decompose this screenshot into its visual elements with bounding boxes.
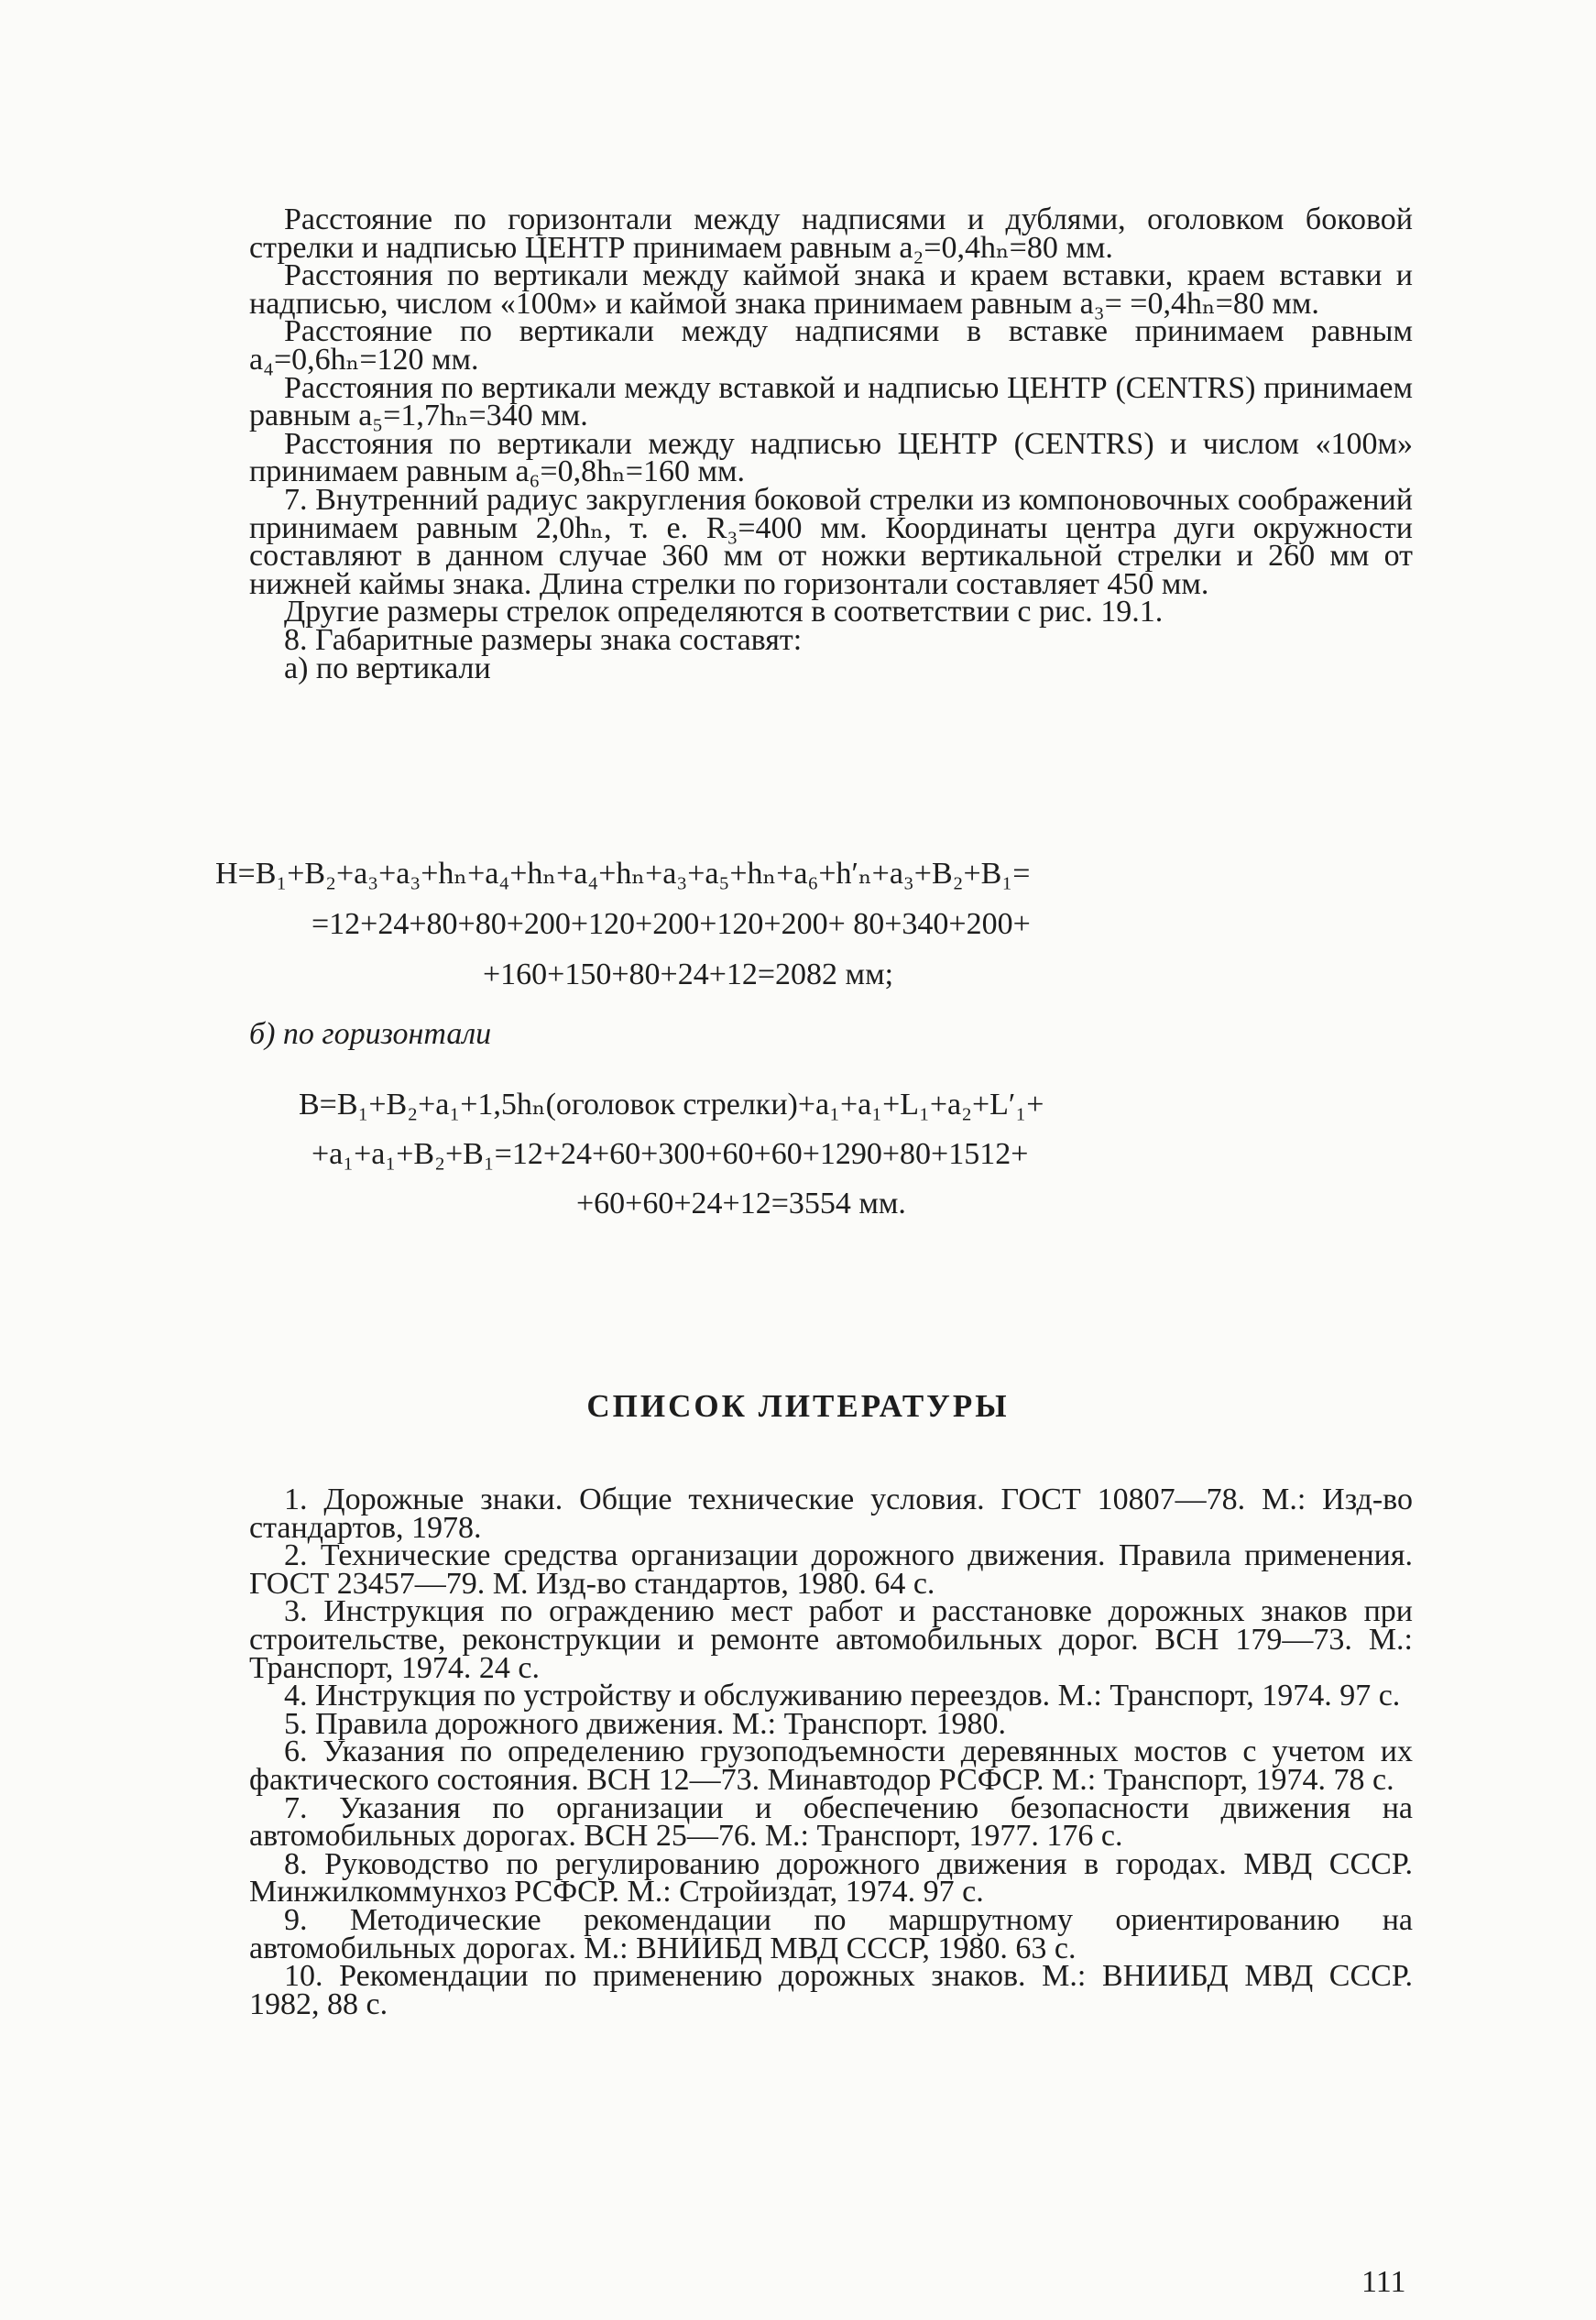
reference-item: 6. Указания по определению грузоподъемности деревянных мостов с учетом их фактического состояния. ВСН 12—73. Минавтодор РСФСР. М.: Транспорт, 1974. 78 с.	[249, 1735, 1413, 1797]
reference-item: 2. Технические средства организации дорожного движения. Правила применения. ГОСТ 23457—79. М. Изд-во стандартов, 1980. 64 с.	[249, 1538, 1413, 1601]
formula-h-line-1: H=B₁+B₂+a₃+a₃+hₙ+a₄+hₙ+a₄+hₙ+a₃+a₅+hₙ+a₆+h′ₙ+a₃+B₂+B₁=	[215, 857, 1031, 891]
formula-h-line-3: +160+150+80+24+12=2082 мм;	[483, 958, 894, 991]
formula-h-line-2: =12+24+80+80+200+120+200+120+200+ 80+340+200+	[312, 907, 1031, 941]
reference-item: 9. Методические рекомендации по маршрутному ориентированию на автомобильных дорогах. М.: ВНИИБД МВД СССР, 1980. 63 с.	[249, 1902, 1413, 1965]
reference-item: 8. Руководство по регулированию дорожного движения в городах. МВД СССР. Минжилкоммунхоз РСФСР. М.: Стройиздат, 1974. 97 с.	[249, 1846, 1413, 1910]
reference-item: 3. Инструкция по ограждению мест работ и расстановке дорожных знаков при строительстве, реконструкции и ремонте автомобильных дорог. ВСН 179—73. М.: Транспорт, 1974. 24 с.	[249, 1594, 1413, 1685]
subheading-horizontal: б) по горизонтали	[249, 1017, 492, 1051]
paragraph: 8. Габаритные размеры знака составят:	[284, 622, 803, 657]
paragraph: Расстояние по горизонтали между надписями и дублями, оголовком боковой стрелки и надписью ЦЕНТР принимаем равным a₂=0,4hₙ=80 мм.	[249, 202, 1413, 265]
paragraph: Расстояния по вертикали между каймой знака и краем вставки, краем вставки и надписью, числом «100м» и каймой знака принимаем равным a₃= =0,4hₙ=80 мм.	[249, 258, 1413, 321]
reference-item: 10. Рекомендации по применению дорожных знаков. М.: ВНИИБД МВД СССР. 1982, 88 с.	[249, 1959, 1413, 2021]
paragraph: Расстояния по вертикали между вставкой и надписью ЦЕНТР (CENTRS) принимаем равным a₅=1,7hₙ=340 мм.	[249, 370, 1413, 433]
formula-b-line-2: +a₁+a₁+B₂+B₁=12+24+60+300+60+60+1290+80+1512+	[312, 1137, 1029, 1171]
reference-item: 1. Дорожные знаки. Общие технические условия. ГОСТ 10807—78. М.: Изд-во стандартов, 1978.	[249, 1483, 1413, 1545]
reference-item: 7. Указания по организации и обеспечению безопасности движения на автомобильных дорогах. ВСН 25—76. М.: Транспорт, 1977. 176 с.	[249, 1790, 1413, 1854]
paragraph: Расстояния по вертикали между надписью ЦЕНТР (CENTRS) и числом «100м» принимаем равным a₆=0,8hₙ=160 мм.	[249, 426, 1413, 489]
paragraph: Другие размеры стрелок определяются в соответствии с рис. 19.1.	[284, 595, 1164, 629]
formula-b-line-1: B=B₁+B₂+a₁+1,5hₙ(оголовок стрелки)+a₁+a₁+L₁+a₂+L′₁+	[299, 1088, 1044, 1122]
references-list	[249, 1483, 1413, 2021]
reference-item: 4. Инструкция по устройству и обслуживанию переездов. М.: Транспорт, 1974. 97 с.	[284, 1679, 1401, 1713]
formula-b-line-3: +60+60+24+12=3554 мм.	[576, 1187, 906, 1220]
paragraph: Расстояние по вертикали между надписями в вставке принимаем равным a₄=0,6hₙ=120 мм.	[249, 314, 1413, 377]
paragraph: а) по вертикали	[284, 651, 491, 685]
references-heading: СПИСОК ЛИТЕРАТУРЫ	[586, 1388, 1010, 1424]
paragraph: 7. Внутренний радиус закругления боковой стрелки из компоновочных соображений принимаем равным 2,0hₙ, т. е. R₃=400 мм. Координаты центра дуги окружности составляют в данном случае 360 мм от ножки вертикальной стрелки и 260 мм от нижней каймы знака. Длина стрелки по горизонтали составляет 450 мм.	[249, 482, 1413, 601]
body-text	[249, 202, 1413, 685]
page-number: 111	[1361, 2265, 1406, 2299]
reference-item: 5. Правила дорожного движения. М.: Транспорт. 1980.	[284, 1706, 1006, 1741]
